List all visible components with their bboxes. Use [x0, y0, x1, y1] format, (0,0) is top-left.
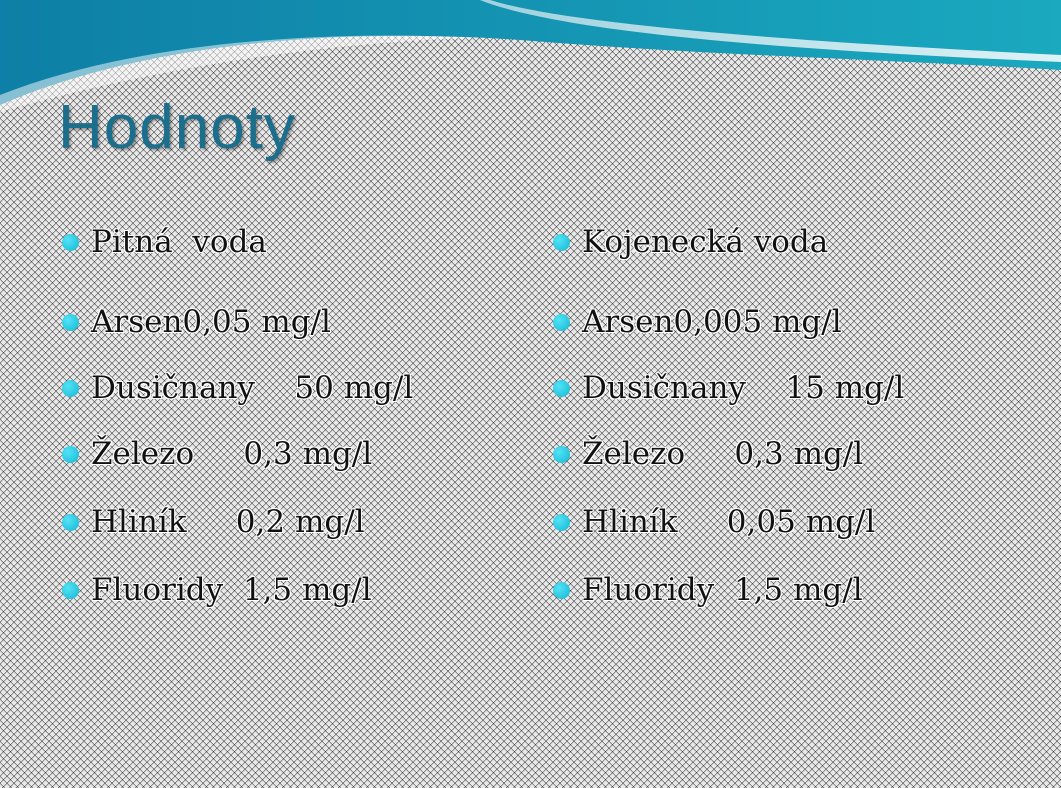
item-label: Arsen0,05 mg/l: [91, 304, 331, 340]
bullet-icon: [553, 446, 570, 463]
bullet-icon: [553, 582, 570, 599]
list-item: [553, 368, 904, 408]
heading-label: Pitná voda: [91, 224, 267, 260]
item-label: Železo 0,3 mg/l: [91, 436, 373, 472]
bullet-icon: [553, 234, 570, 251]
item-label: Železo 0,3 mg/l: [582, 436, 864, 472]
item-label: Fluoridy 1,5 mg/l: [91, 572, 372, 608]
list-item: [553, 502, 875, 542]
list-item: [62, 570, 372, 610]
column-heading: [553, 222, 828, 262]
list-item: [553, 434, 863, 474]
slide-title: Hodnoty: [58, 93, 296, 162]
list-item: [62, 502, 365, 542]
heading-label: Kojenecká voda: [582, 224, 829, 260]
bullet-icon: [553, 314, 570, 331]
item-label: Hliník 0,2 mg/l: [91, 504, 365, 540]
item-label: Dusičnany 15 mg/l: [582, 370, 905, 406]
list-item: [62, 302, 331, 342]
bullet-icon: [553, 514, 570, 531]
column-heading: [62, 222, 267, 262]
bullet-icon: [62, 314, 79, 331]
bullet-icon: [62, 514, 79, 531]
item-label: Arsen0,005 mg/l: [582, 304, 842, 340]
bullet-icon: [62, 446, 79, 463]
item-label: Hliník 0,05 mg/l: [582, 504, 876, 540]
list-item: [553, 302, 842, 342]
list-item: [62, 368, 413, 408]
bullet-icon: [62, 380, 79, 397]
item-label: Fluoridy 1,5 mg/l: [582, 572, 863, 608]
list-item: [62, 434, 372, 474]
bullet-icon: [553, 380, 570, 397]
bullet-icon: [62, 582, 79, 599]
list-item: [553, 570, 863, 610]
bullet-icon: [62, 234, 79, 251]
item-label: Dusičnany 50 mg/l: [91, 370, 414, 406]
